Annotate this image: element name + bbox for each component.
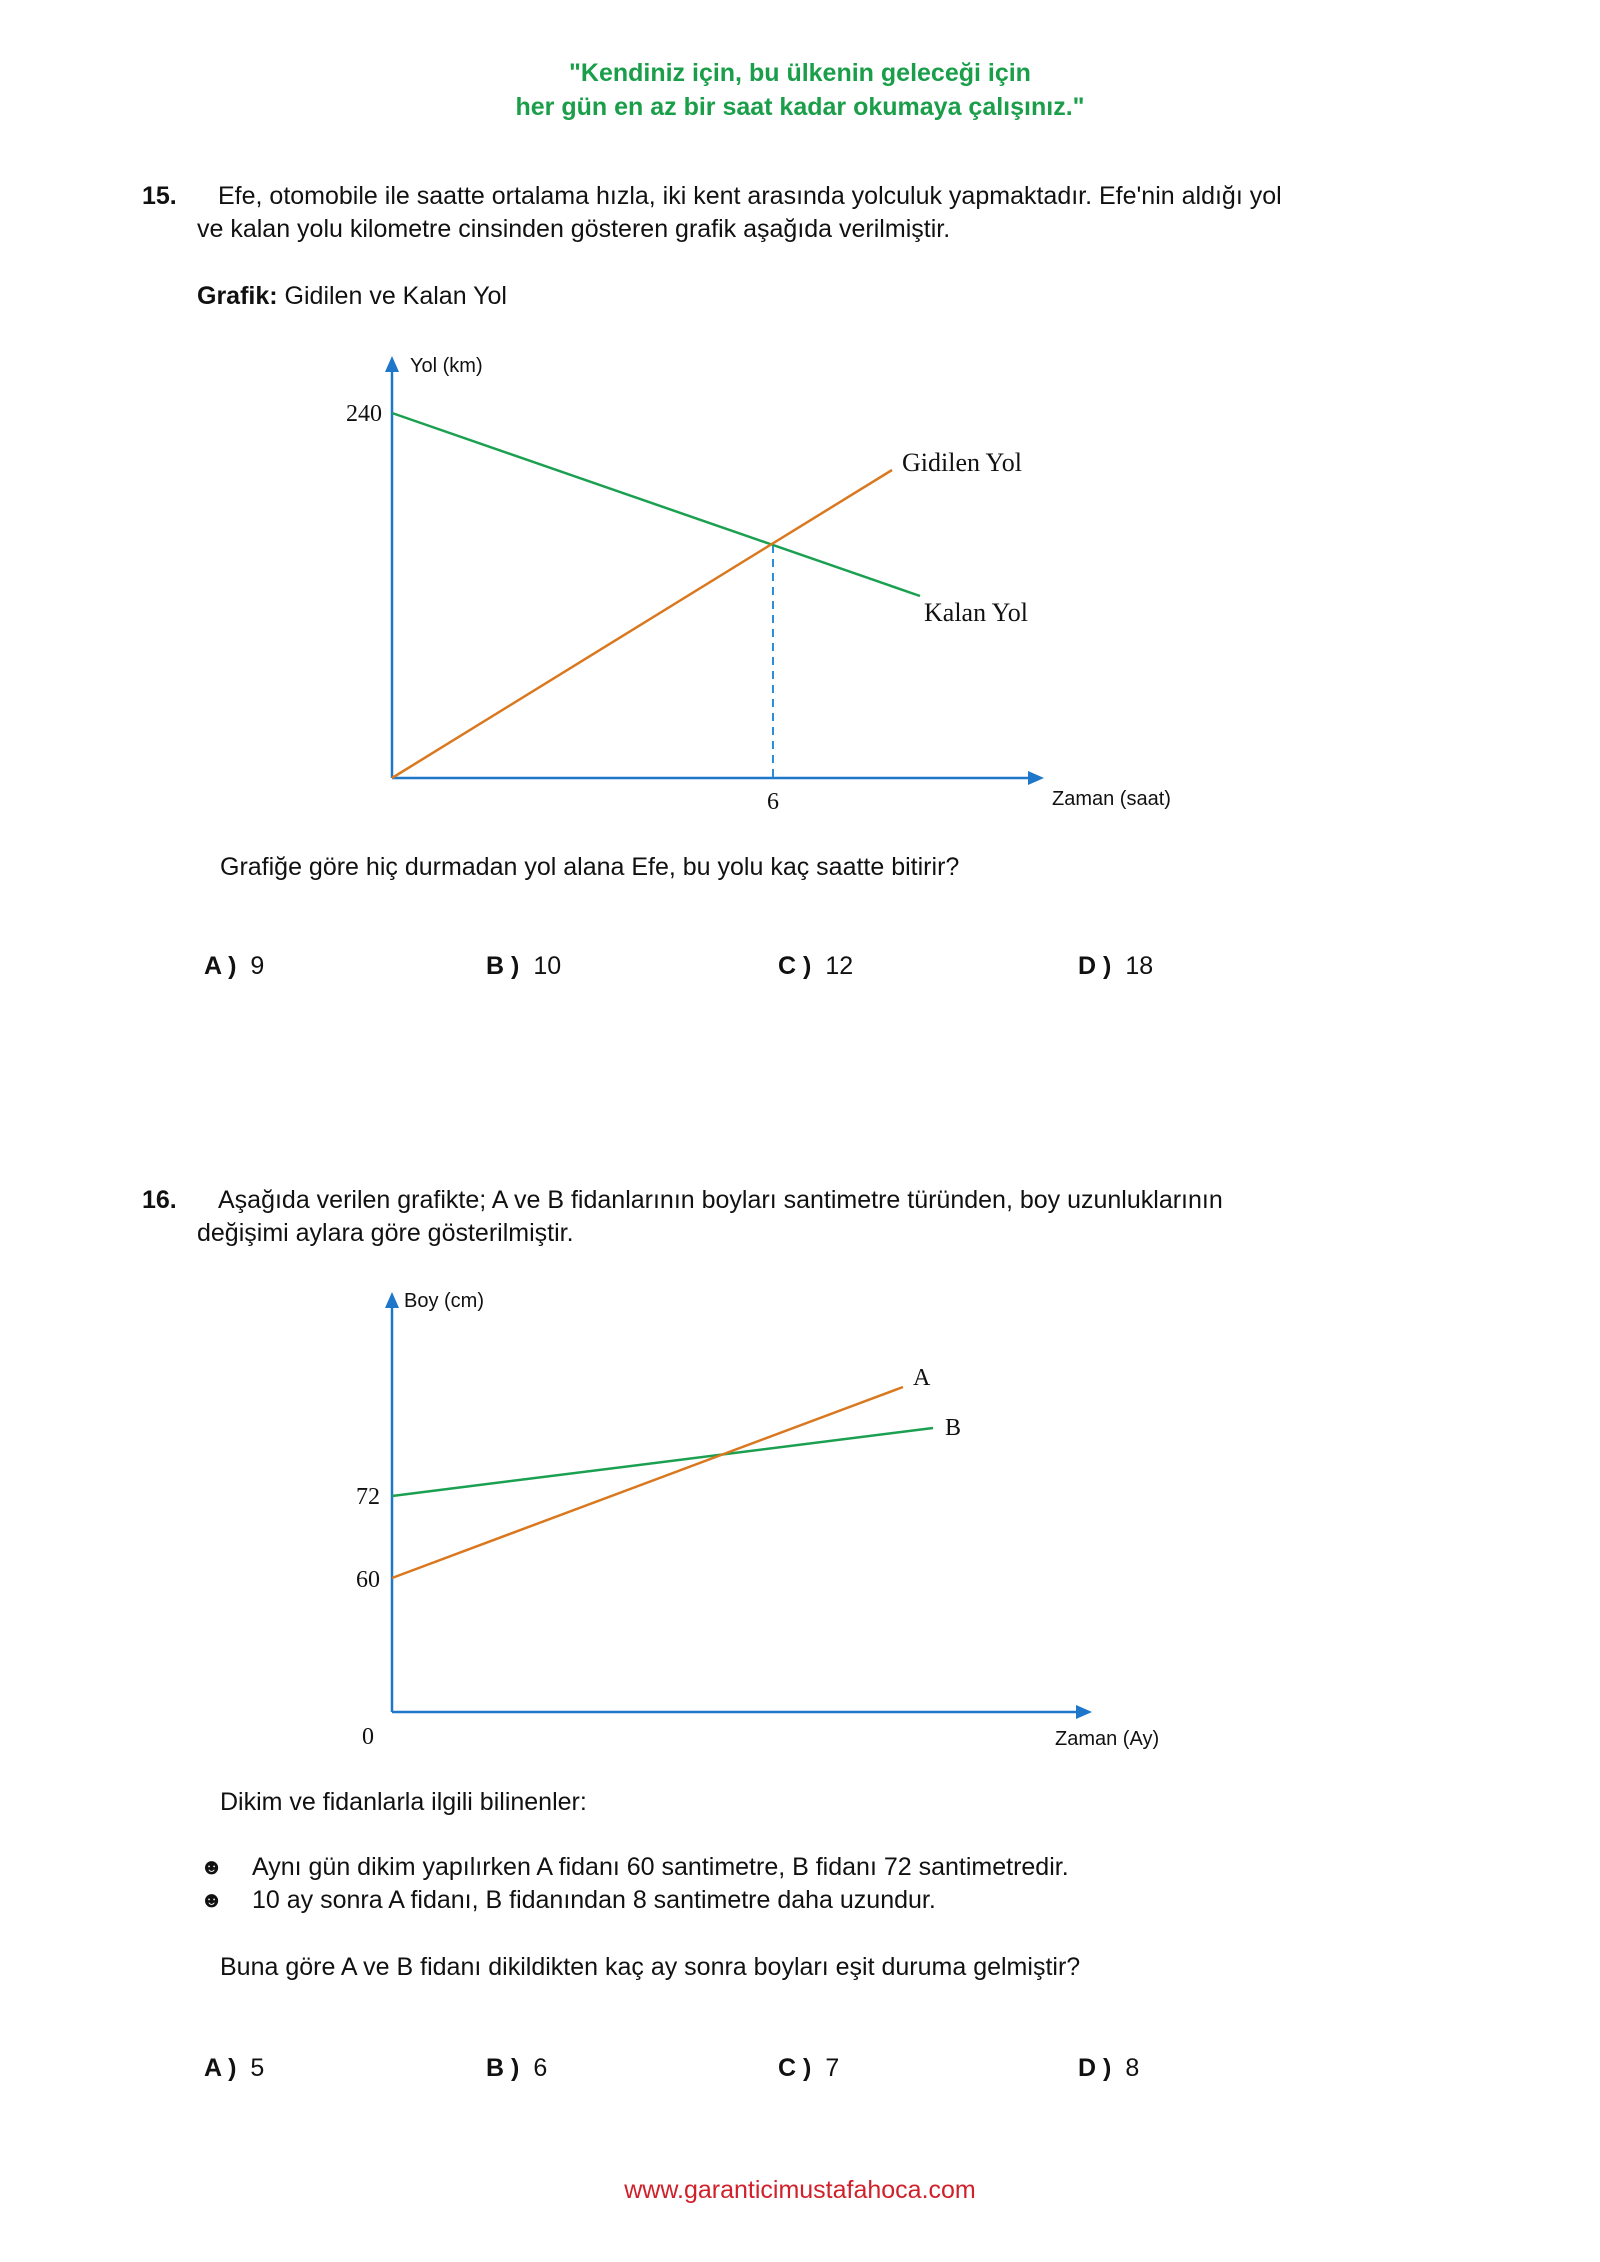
y-axis-arrow-icon [385, 356, 399, 372]
x-tick-6: 6 [767, 789, 779, 815]
option-value: 7 [825, 2054, 840, 2082]
option-letter: C ) [778, 952, 812, 980]
q15-question: Grafiğe göre hiç durmadan yol alana Efe, bu yolu kaç saatte bitirir? [220, 853, 960, 881]
y-axis-2-label: Boy (cm) [404, 1290, 484, 1312]
option-letter: A ) [204, 2054, 237, 2082]
option-letter: D ) [1078, 952, 1112, 980]
quote-line-1: "Kendiniz için, bu ülkenin geleceği için [569, 59, 1031, 87]
option-value: 8 [1125, 2054, 1140, 2082]
caption-label: Grafik: [197, 282, 278, 310]
q15-option-c[interactable] [778, 952, 853, 981]
q15-text-line2: ve kalan yolu kilometre cinsinden gösteren grafik aşağıda verilmiştir. [197, 215, 951, 243]
x-axis-arrow-icon [1028, 771, 1044, 785]
series-a [392, 1387, 903, 1578]
q15-text-line1: Efe, otomobile ile saatte ortalama hızla, iki kent arasında yolculuk yapmaktadır. Efe'nin aldığı yol [218, 182, 1282, 210]
option-value: 9 [250, 952, 265, 980]
series-gidilen-yol [392, 470, 892, 778]
q16-text-line2: değişimi aylara göre gösterilmiştir. [197, 1219, 574, 1247]
series-kalan-yol [392, 413, 920, 596]
label-series-a: A [913, 1365, 931, 1391]
y-tick-60: 60 [356, 1567, 380, 1593]
x-axis-label: Zaman (saat) [1052, 788, 1171, 810]
q16-option-c[interactable] [778, 2054, 839, 2083]
x-axis-2-label: Zaman (Ay) [1055, 1728, 1160, 1750]
y-tick-240: 240 [346, 401, 382, 427]
footer-url[interactable]: www.garanticimustafahoca.com [624, 2176, 976, 2204]
option-letter: B ) [486, 952, 520, 980]
option-letter: D ) [1078, 2054, 1112, 2082]
q15-number: 15. [142, 182, 177, 210]
origin-0: 0 [362, 1724, 374, 1750]
series-b [392, 1428, 933, 1496]
option-letter: A ) [204, 952, 237, 980]
q16-bullet-1: Aynı gün dikim yapılırken A fidanı 60 santimetre, B fidanı 72 santimetredir. [252, 1853, 1069, 1881]
q16-bullet-2: 10 ay sonra A fidanı, B fidanından 8 santimetre daha uzundur. [252, 1886, 936, 1914]
q16-question: Buna göre A ve B fidanı dikildikten kaç ay sonra boyları eşit duruma gelmiştir? [220, 1953, 1081, 1981]
q16-option-d[interactable] [1078, 2054, 1139, 2083]
x-axis-2-arrow-icon [1076, 1705, 1092, 1719]
y-axis-label: Yol (km) [410, 355, 483, 377]
option-value: 18 [1125, 952, 1154, 980]
q16-option-b[interactable] [486, 2054, 547, 2083]
q16-option-a[interactable] [204, 2054, 264, 2083]
option-value: 12 [825, 952, 854, 980]
caption-text: Gidilen ve Kalan Yol [284, 282, 507, 310]
label-gidilen-yol: Gidilen Yol [902, 448, 1022, 477]
q16-text-line1: Aşağıda verilen grafikte; A ve B fidanlarının boyları santimetre türünden, boy uzunluklarının [218, 1186, 1223, 1214]
q15-option-d[interactable] [1078, 952, 1153, 981]
q16-number: 16. [142, 1186, 177, 1214]
q16-known-title: Dikim ve fidanlarla ilgili bilinenler: [220, 1788, 587, 1816]
label-kalan-yol: Kalan Yol [924, 598, 1029, 627]
option-letter: B ) [486, 2054, 520, 2082]
label-series-b: B [945, 1415, 962, 1441]
q15-option-b[interactable] [486, 952, 561, 981]
option-value: 6 [533, 2054, 548, 2082]
option-letter: C ) [778, 2054, 812, 2082]
smiley-icon: ☻ [200, 1854, 224, 1879]
option-value: 5 [250, 2054, 265, 2082]
quote-line-2: her gün en az bir saat kadar okumaya çalışınız." [515, 93, 1085, 121]
option-value: 10 [533, 952, 562, 980]
q15-option-a[interactable] [204, 952, 264, 981]
y-axis-2-arrow-icon [385, 1292, 399, 1308]
smiley-icon: ☻ [200, 1887, 224, 1912]
y-tick-72: 72 [356, 1484, 380, 1510]
